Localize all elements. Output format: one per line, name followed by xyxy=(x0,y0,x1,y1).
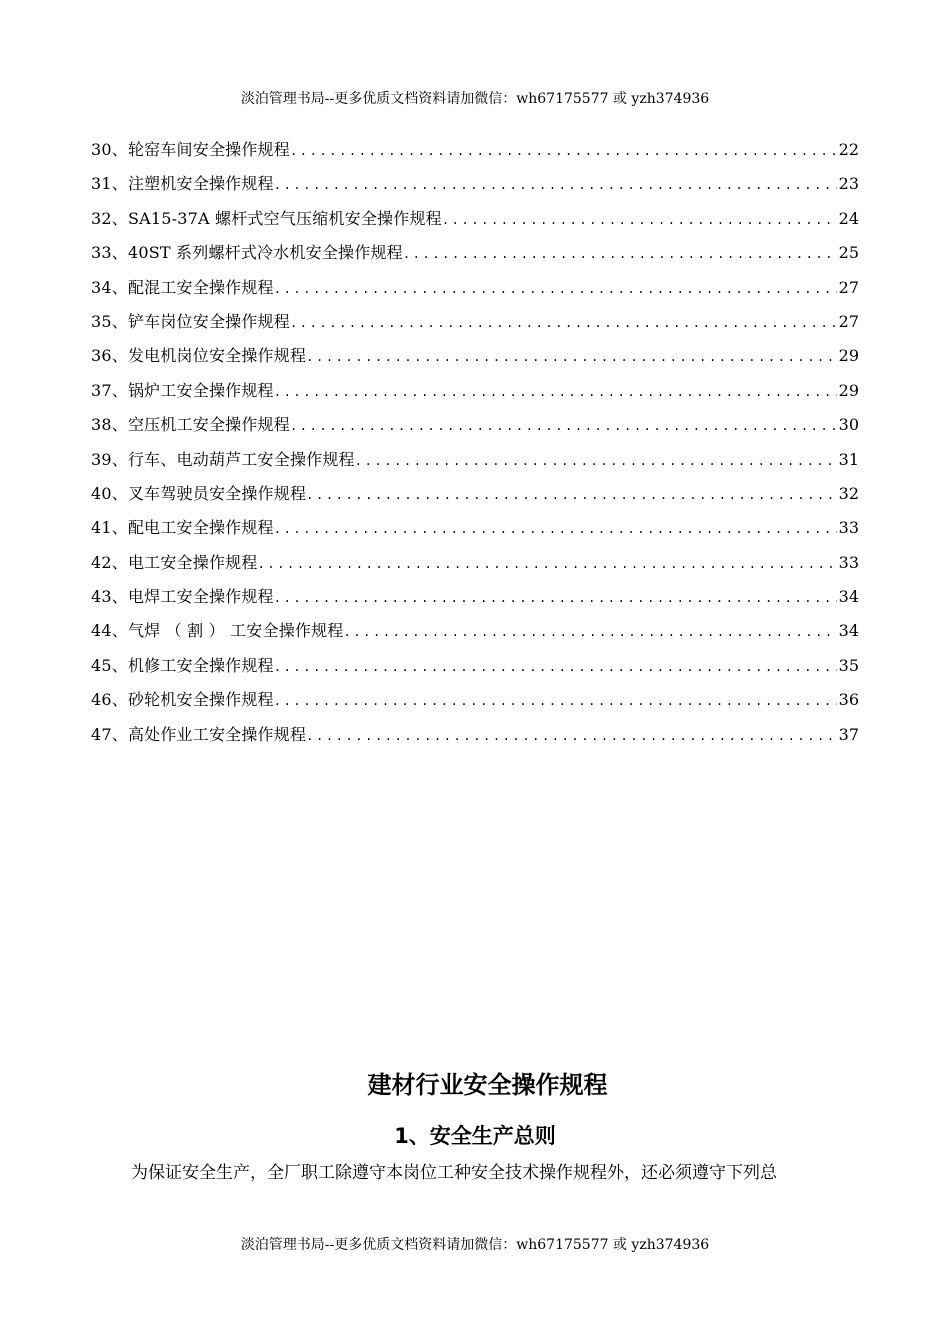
toc-entry[interactable] xyxy=(91,482,859,516)
toc-leader-dots xyxy=(274,173,837,197)
toc-entry[interactable] xyxy=(91,688,859,722)
page-footer: 淡泊管理书局--更多优质文档资料请加微信：wh67175577 或 yzh374936 xyxy=(240,1237,710,1253)
toc-entry-label: 42、电工安全操作规程 xyxy=(91,552,258,572)
toc-leader-dots xyxy=(274,517,837,541)
toc-entry-page: 32 xyxy=(838,483,859,503)
toc-leader-dots xyxy=(442,208,837,232)
toc-entry-page: 27 xyxy=(838,277,859,297)
toc-entry-page: 34 xyxy=(838,621,859,641)
toc-entry-label: 39、行车、电动葫芦工安全操作规程 xyxy=(91,449,355,469)
toc-entry[interactable] xyxy=(91,344,859,378)
toc-entry-label: 38、空压机工安全操作规程 xyxy=(91,415,290,435)
toc-entry-page: 29 xyxy=(838,380,859,400)
body-paragraph: 为保证安全生产，全厂职工除遵守本岗位工种安全技术操作规程外，还必须遵守下列总 xyxy=(131,1163,777,1183)
toc-entry[interactable] xyxy=(91,619,859,653)
toc-entry-page: 33 xyxy=(838,552,859,572)
page-header: 淡泊管理书局--更多优质文档资料请加微信：wh67175577 或 yzh374936 xyxy=(240,91,710,107)
toc-entry[interactable] xyxy=(91,551,859,585)
toc-entry-label: 41、配电工安全操作规程 xyxy=(91,518,274,538)
toc-leader-dots xyxy=(344,620,837,644)
toc-entry-label: 43、电焊工安全操作规程 xyxy=(91,587,274,607)
toc-entry-label: 40、叉车驾驶员安全操作规程 xyxy=(91,483,307,503)
toc-entry[interactable] xyxy=(91,276,859,310)
toc-entry[interactable] xyxy=(91,413,859,447)
toc-leader-dots xyxy=(355,449,837,473)
toc-entry[interactable] xyxy=(91,207,859,241)
toc-leader-dots xyxy=(274,380,837,404)
toc-entry-page: 27 xyxy=(838,311,859,331)
toc-entry-label: 46、砂轮机安全操作规程 xyxy=(91,690,274,710)
toc-entry-label: 34、配混工安全操作规程 xyxy=(91,277,274,297)
toc-entry-label: 37、锅炉工安全操作规程 xyxy=(91,380,274,400)
toc-entry-page: 35 xyxy=(838,655,859,675)
toc-leader-dots xyxy=(274,277,837,301)
table-of-contents xyxy=(91,138,859,757)
toc-entry[interactable] xyxy=(91,172,859,206)
toc-entry-label: 32、SA15-37A 螺杆式空气压缩机安全操作规程 xyxy=(91,208,442,228)
toc-entry-label: 31、注塑机安全操作规程 xyxy=(91,174,274,194)
toc-entry-page: 33 xyxy=(838,518,859,538)
toc-leader-dots xyxy=(274,586,837,610)
toc-entry-label: 36、发电机岗位安全操作规程 xyxy=(91,346,307,366)
toc-entry[interactable] xyxy=(91,654,859,688)
toc-entry-page: 30 xyxy=(838,415,859,435)
toc-leader-dots xyxy=(306,724,836,748)
toc-entry-label: 47、高处作业工安全操作规程 xyxy=(91,724,307,744)
toc-entry-label: 33、40ST 系列螺杆式冷水机安全操作规程 xyxy=(91,243,403,263)
section-heading: 1、安全生产总则 xyxy=(394,1124,556,1148)
toc-leader-dots xyxy=(306,345,836,369)
toc-entry-page: 29 xyxy=(838,346,859,366)
toc-leader-dots xyxy=(290,139,837,163)
toc-entry-label: 45、机修工安全操作规程 xyxy=(91,655,274,675)
toc-entry[interactable] xyxy=(91,723,859,757)
toc-entry[interactable] xyxy=(91,310,859,344)
toc-leader-dots xyxy=(258,552,837,576)
toc-leader-dots xyxy=(403,242,837,266)
toc-entry-page: 22 xyxy=(838,140,859,159)
toc-entry[interactable] xyxy=(91,379,859,413)
toc-leader-dots xyxy=(274,689,837,713)
toc-entry[interactable] xyxy=(91,138,859,172)
toc-entry-page: 36 xyxy=(838,690,859,710)
toc-entry-page: 37 xyxy=(838,724,859,744)
toc-leader-dots xyxy=(290,414,837,438)
toc-leader-dots xyxy=(290,311,837,335)
toc-entry[interactable] xyxy=(91,241,859,275)
toc-entry-label: 44、气焊 （ 割 ） 工安全操作规程 xyxy=(91,621,344,641)
toc-entry-page: 31 xyxy=(838,449,859,469)
toc-leader-dots xyxy=(306,483,836,507)
toc-entry-page: 34 xyxy=(838,587,859,607)
toc-entry-page: 25 xyxy=(838,243,859,263)
toc-entry[interactable] xyxy=(91,448,859,482)
document-title: 建材行业安全操作规程 xyxy=(367,1071,608,1099)
toc-entry-page: 24 xyxy=(838,208,859,228)
toc-entry[interactable] xyxy=(91,585,859,619)
toc-entry-label: 30、轮窑车间安全操作规程 xyxy=(91,140,290,159)
toc-entry-label: 35、铲车岗位安全操作规程 xyxy=(91,311,290,331)
toc-leader-dots xyxy=(274,655,837,679)
toc-entry[interactable] xyxy=(91,516,859,550)
toc-entry-page: 23 xyxy=(838,174,859,194)
